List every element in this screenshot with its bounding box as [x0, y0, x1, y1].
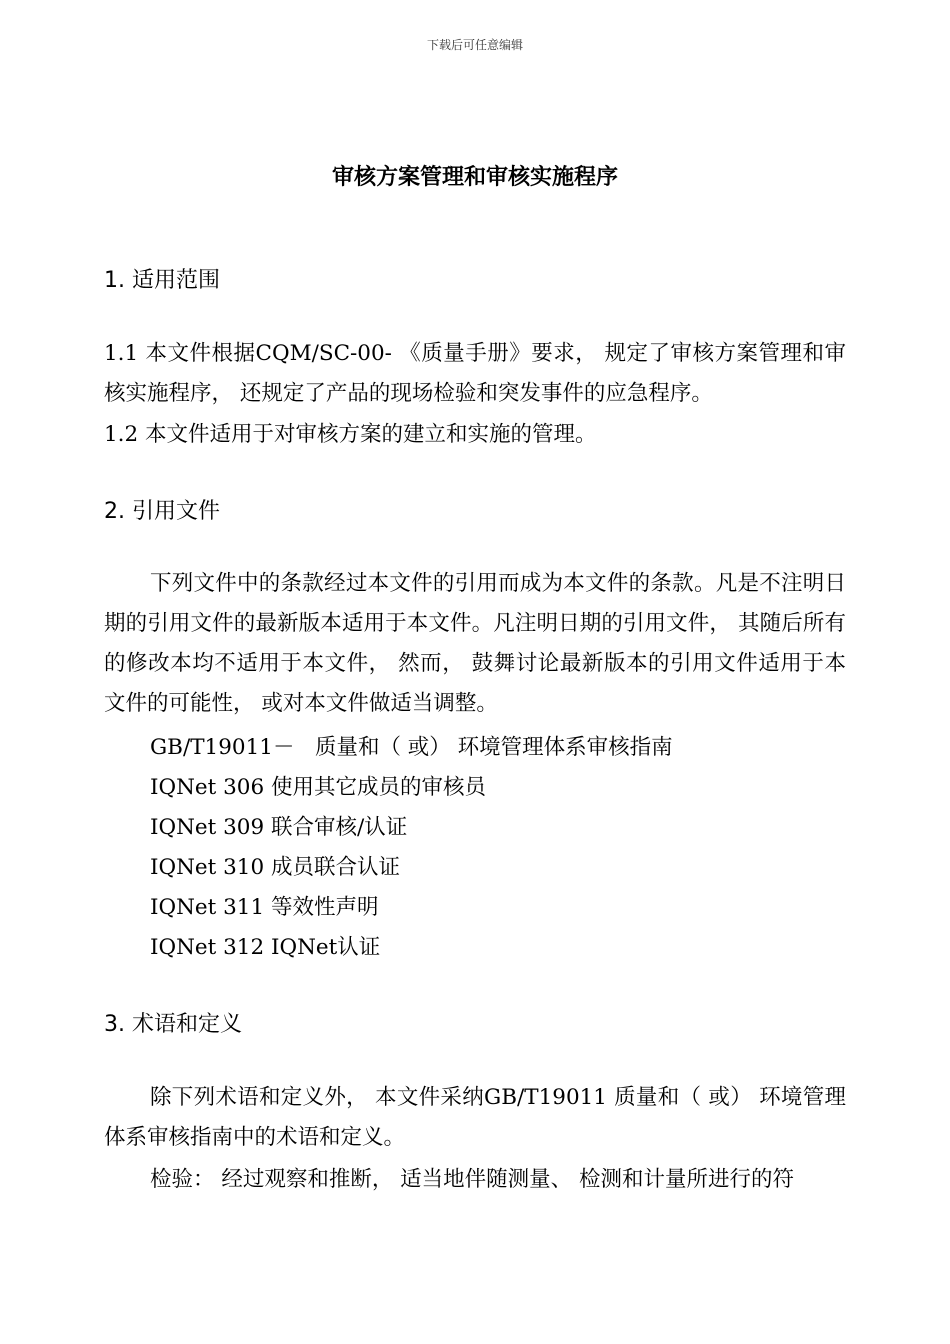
para-3-intro: 除下列术语和定义外， 本文件采纳GB/T19011 质量和（ 或） 环境管理体系审核指南中的术语和定义。 [104, 1085, 846, 1150]
ref-item: IQNet 306 使用其它成员的审核员 [150, 775, 487, 800]
document-title: 审核方案管理和审核实施程序 [331, 165, 618, 190]
ref-item: IQNet 311 等效性声明 [150, 895, 379, 920]
ref-item: IQNet 312 IQNet认证 [150, 935, 381, 960]
ref-item: GB/T19011－ 质量和（ 或） 环境管理体系审核指南 [150, 735, 673, 760]
para-1-2: 1.2 本文件适用于对审核方案的建立和实施的管理。 [104, 422, 597, 447]
page-header: 下载后可任意编辑 [426, 38, 523, 52]
para-3-definition: 检验： 经过观察和推断， 适当地伴随测量、 检测和计量所进行的符 [150, 1167, 795, 1192]
section-1-heading: 1. 适用范围 [104, 268, 220, 293]
section-3-heading: 3. 术语和定义 [104, 1012, 242, 1037]
ref-item: IQNet 309 联合审核/认证 [150, 815, 408, 840]
ref-item: IQNet 310 成员联合认证 [150, 855, 401, 880]
section-2-heading: 2. 引用文件 [104, 499, 220, 524]
para-1-1: 1.1 本文件根据CQM/SC-00- 《质量手册》要求， 规定了审核方案管理和审核实施程序， 还规定了产品的现场检验和突发事件的应急程序。 [104, 341, 846, 406]
para-2-intro: 下列文件中的条款经过本文件的引用而成为本文件的条款。凡是不注明日期的引用文件的最新版本适用于本文件。凡注明日期的引用文件， 其随后所有的修改本均不适用于本文件， 然而， 鼓舞讨论最新版本的引用文件适用于本文件的可能性， 或对本文件做适当调整。 [104, 571, 846, 716]
